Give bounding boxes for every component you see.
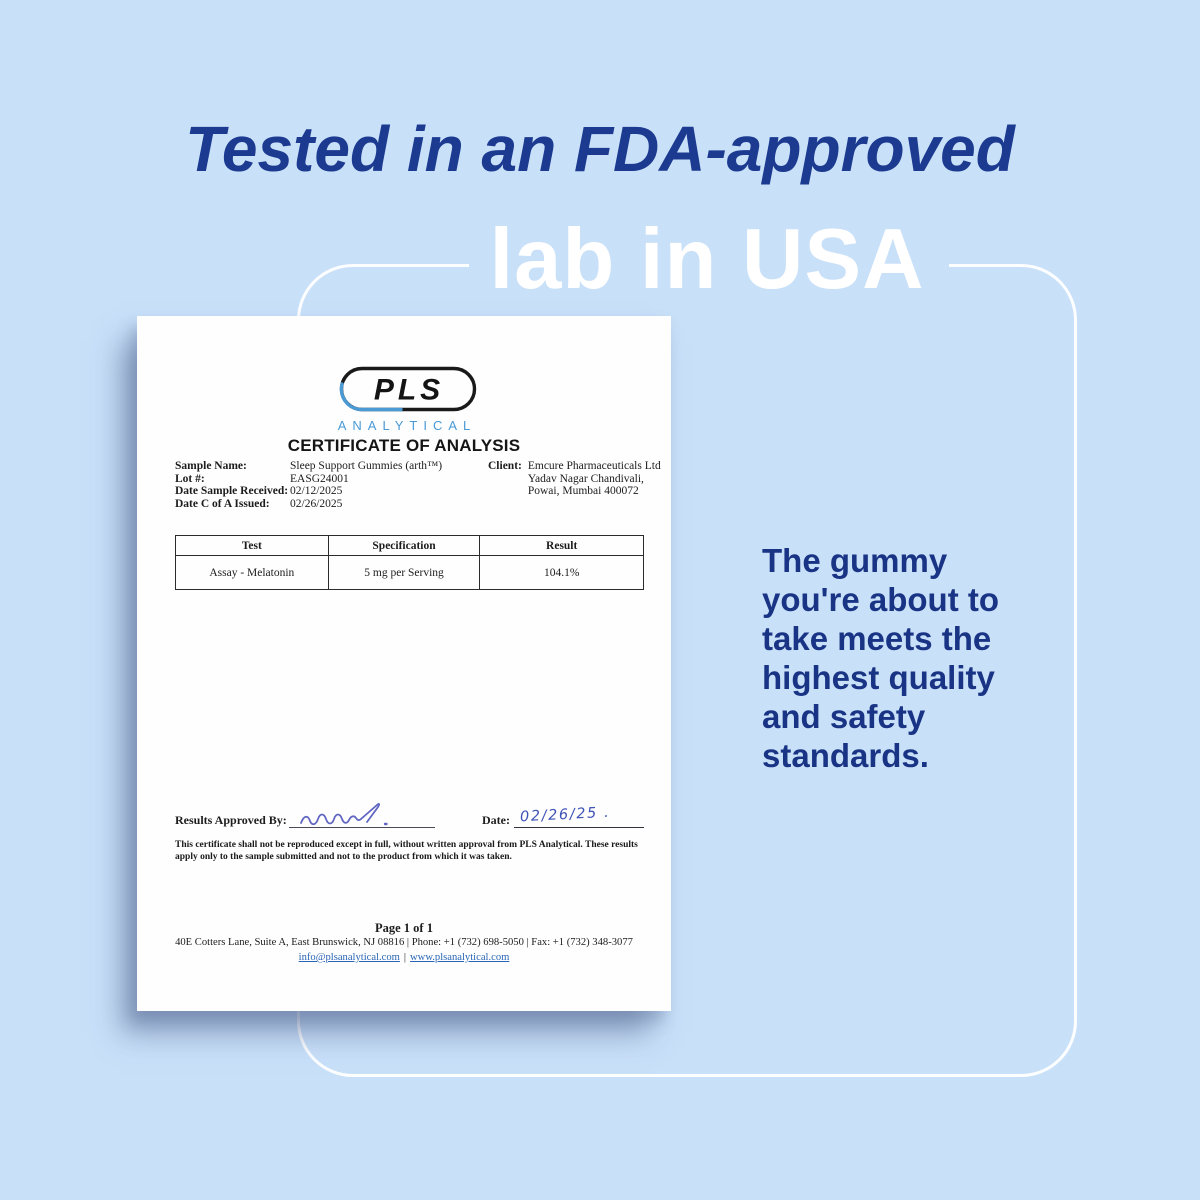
signature-scribble	[295, 799, 415, 831]
client-address-line: Powai, Mumbai 400072	[527, 485, 639, 498]
heading-line1: Tested in an FDA-approved	[185, 113, 1015, 185]
sample-info-block	[175, 460, 442, 510]
side-paragraph-line: highest quality	[762, 659, 995, 696]
side-paragraph	[762, 541, 1052, 775]
results-approved-by-label: Results Approved By:	[175, 813, 287, 827]
table-row	[176, 556, 644, 590]
client-info-block	[488, 460, 661, 498]
table-header-row	[176, 536, 644, 556]
column-header-result: Result	[480, 536, 644, 556]
lab-contact-links	[137, 952, 671, 963]
lab-address: 40E Cotters Lane, Suite A, East Brunswick, NJ 08816 | Phone: +1 (732) 698-5050 | Fax: +1 (732) 348-3077	[175, 937, 633, 948]
column-header-specification: Specification	[328, 536, 480, 556]
disclaimer-text: This certificate shall not be reproduced except in full, without written approval from PLS Analytical. These results apply only to the sample submitted and not to the product from which it was taken.	[175, 840, 638, 862]
heading-line2: lab in USA	[489, 212, 925, 307]
info-label: Lot #:	[175, 472, 205, 485]
info-value: EASG24001	[290, 472, 349, 485]
side-paragraph-line: take meets the	[762, 620, 992, 657]
certificate-document	[137, 316, 671, 1011]
cell-result: 104.1%	[480, 556, 644, 590]
info-row	[175, 460, 442, 473]
lab-logo-block	[137, 366, 671, 456]
info-row	[175, 498, 442, 511]
cell-test: Assay - Melatonin	[176, 556, 329, 590]
logo-subtitle: ANALYTICAL	[337, 418, 477, 433]
pls-logo-icon	[339, 366, 477, 412]
cell-specification: 5 mg per Serving	[328, 556, 480, 590]
pls-logo-text: PLS	[373, 373, 445, 407]
date-label: Date:	[482, 813, 510, 827]
info-label: Date Sample Received:	[175, 485, 289, 498]
link-separator: |	[403, 952, 407, 963]
side-paragraph-line: you're about to	[762, 581, 1000, 618]
side-paragraph-line: and safety	[762, 698, 926, 735]
info-value: 02/12/2025	[290, 485, 343, 498]
client-address-line: Emcure Pharmaceuticals Ltd	[527, 460, 661, 472]
website-link[interactable]: www.plsanalytical.com	[410, 952, 510, 963]
email-link[interactable]: info@plsanalytical.com	[298, 952, 400, 963]
info-value: Sleep Support Gummies (arth™)	[290, 460, 443, 472]
info-value: 02/26/2025	[290, 497, 343, 510]
column-header-test: Test	[176, 536, 329, 556]
page-number: Page 1 of 1	[375, 921, 433, 935]
info-row	[175, 485, 442, 498]
client-address	[528, 460, 661, 498]
info-row	[175, 473, 442, 486]
info-label: Date C of A Issued:	[175, 497, 270, 510]
side-paragraph-line: The gummy	[762, 542, 948, 579]
client-address-line: Yadav Nagar Chandivali,	[527, 472, 644, 485]
results-table	[175, 535, 644, 590]
client-label: Client:	[488, 460, 522, 472]
side-paragraph-line: standards.	[762, 737, 929, 774]
certificate-title: CERTIFICATE OF ANALYSIS	[287, 436, 521, 455]
info-label: Sample Name:	[175, 460, 247, 472]
handwritten-date: 02/26/25 .	[519, 804, 611, 826]
